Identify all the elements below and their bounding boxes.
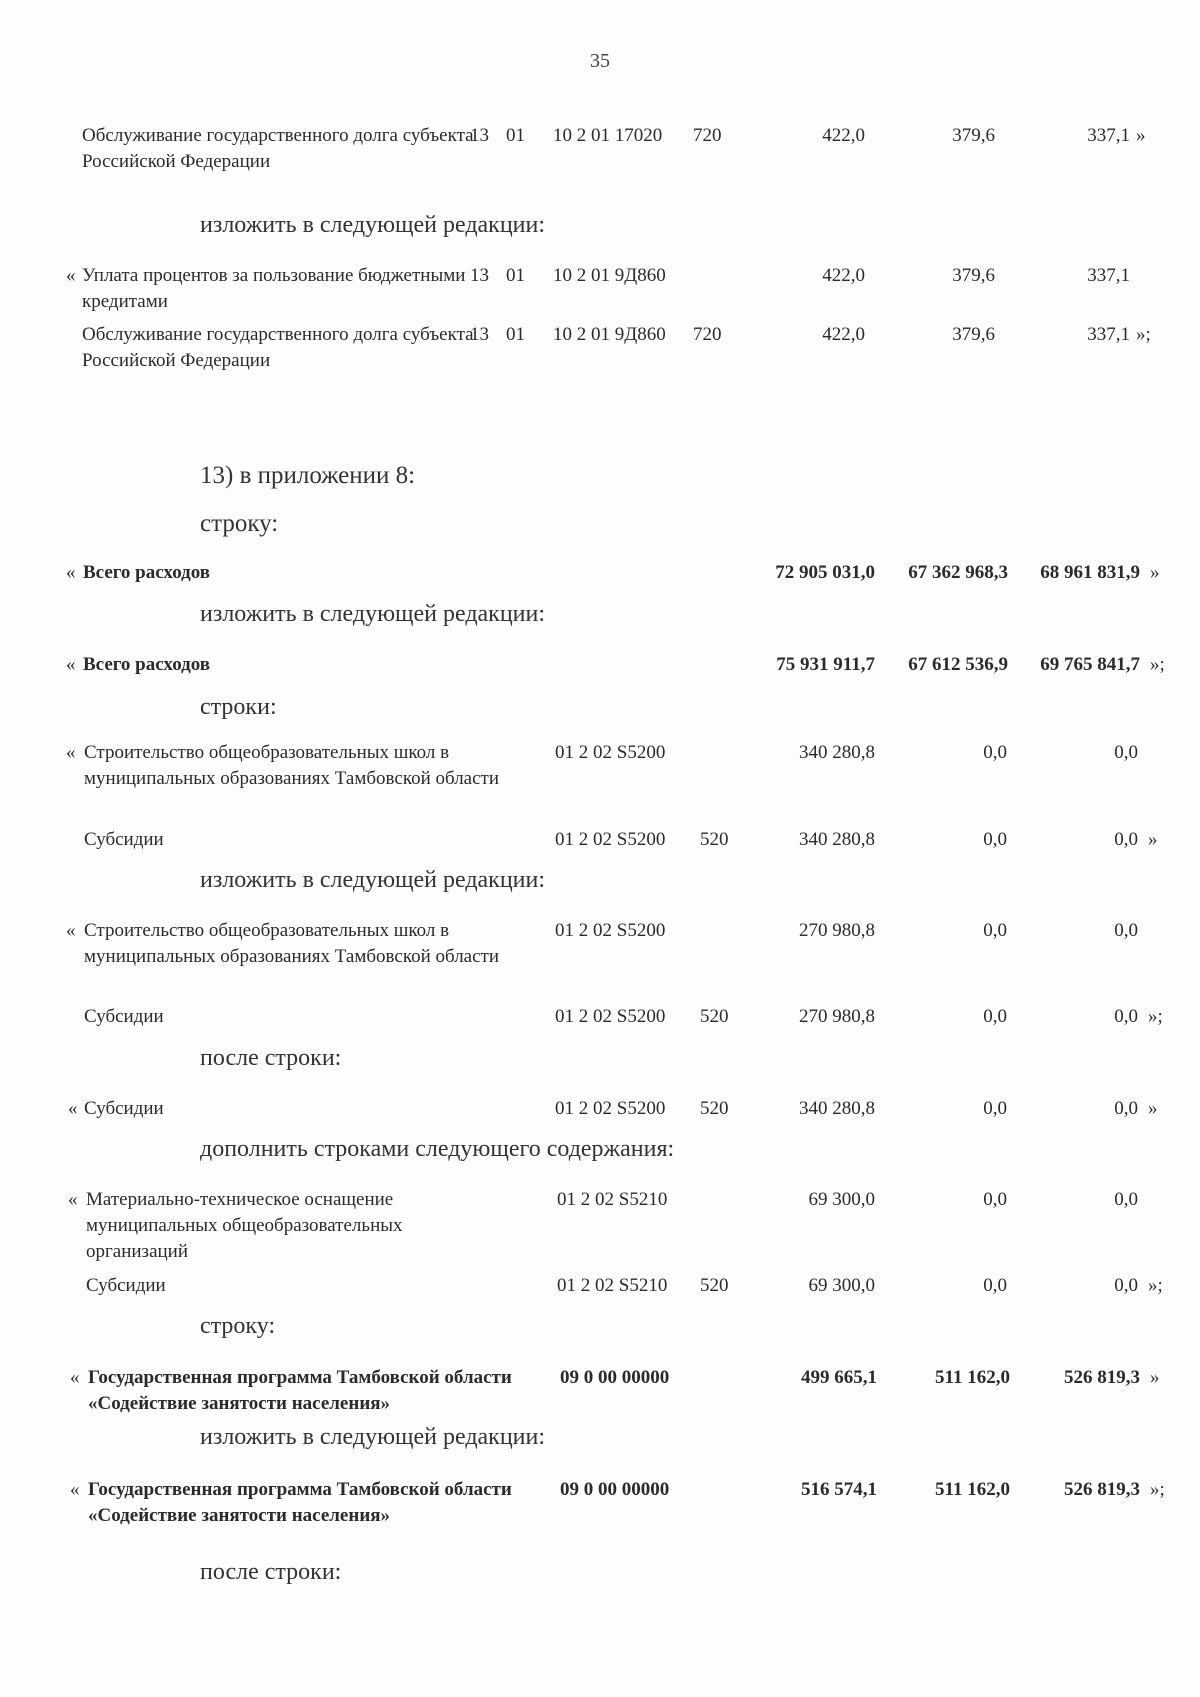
row-value-1: 422,0 [822, 324, 865, 345]
row-expense-type: 520 [700, 1275, 729, 1296]
row-expense-type: 720 [693, 324, 722, 345]
total-label: Всего расходов [83, 654, 211, 675]
row-value-3: 337,1 [1087, 265, 1130, 286]
row-value-2: 511 162,0 [935, 1367, 1010, 1388]
row-code: 01 2 02 S5200 [555, 1098, 666, 1119]
row-value-1: 270 980,8 [799, 1006, 875, 1027]
row-open-quote: « [70, 1479, 80, 1500]
row-code: 01 2 02 S5210 [557, 1189, 668, 1210]
row-code: 01 2 02 S5210 [557, 1275, 668, 1296]
row-value-2: 0,0 [983, 829, 1007, 850]
row-description: Строительство общеобразовательных школ в муниципальных образованиях Тамбовской области [84, 920, 500, 967]
row-open-quote: « [70, 1367, 80, 1388]
row-value-3: 0,0 [1114, 742, 1138, 763]
row-value-3: 0,0 [1114, 1275, 1138, 1296]
row-value-1: 270 980,8 [799, 920, 875, 941]
row-value-3: 337,1 [1087, 125, 1130, 146]
row-description: Субсидии [86, 1275, 166, 1296]
row-value-3: 0,0 [1114, 1098, 1138, 1119]
row-code: 01 2 02 S5200 [555, 829, 666, 850]
row-value-3: 0,0 [1114, 829, 1138, 850]
row-value-1: 422,0 [822, 125, 865, 146]
total-value-3: 69 765 841,7 [1040, 654, 1140, 675]
row-description: Государственная программа Тамбовской области «Содействие занятости населения» [88, 1367, 512, 1414]
row-end-quote: »; [1136, 324, 1151, 345]
row-code: 10 2 01 9Д860 [553, 265, 666, 286]
row-subsection: 01 [506, 125, 525, 146]
row-value-2: 0,0 [983, 1189, 1007, 1210]
row-value-2: 0,0 [983, 1275, 1007, 1296]
total-value-1: 75 931 911,7 [776, 654, 875, 675]
row-subsection: 01 [506, 324, 525, 345]
row-open-quote: « [68, 1098, 78, 1119]
row-value-3: 0,0 [1114, 1189, 1138, 1210]
instruction-text: изложить в следующей редакции: [200, 601, 546, 627]
instruction-text: после строки: [200, 1559, 342, 1585]
row-value-2: 0,0 [983, 742, 1007, 763]
row-open-quote: « [66, 742, 76, 763]
row-end-quote: »; [1148, 1275, 1163, 1296]
total-value-3: 68 961 831,9 [1040, 562, 1140, 583]
row-description: Субсидии [84, 1006, 164, 1027]
row-description: Материально-техническое оснащение муниципальных общеобразовательных организаций [86, 1189, 403, 1262]
row-value-3: 526 819,3 [1064, 1367, 1140, 1388]
row-section: 13 [470, 125, 489, 146]
row-value-2: 379,6 [952, 324, 995, 345]
row-value-1: 69 300,0 [808, 1275, 875, 1296]
row-end-quote: » [1150, 562, 1160, 583]
row-end-quote: »; [1150, 654, 1165, 675]
row-end-quote: » [1148, 829, 1158, 850]
section-heading: 13) в приложении 8: [200, 462, 416, 489]
row-value-2: 0,0 [983, 1098, 1007, 1119]
row-value-1: 340 280,8 [799, 1098, 875, 1119]
row-code: 01 2 02 S5200 [555, 1006, 666, 1027]
row-end-quote: »; [1150, 1479, 1165, 1500]
row-description: Обслуживание государственного долга субъекта Российской Федерации [82, 125, 474, 172]
row-code: 10 2 01 9Д860 [553, 324, 666, 345]
row-expense-type: 520 [700, 829, 729, 850]
total-value-2: 67 362 968,3 [908, 562, 1008, 583]
row-value-3: 337,1 [1087, 324, 1130, 345]
row-description: Субсидии [84, 829, 164, 850]
row-code: 10 2 01 17020 [553, 125, 663, 146]
total-value-1: 72 905 031,0 [775, 562, 875, 583]
row-expense-type: 720 [693, 125, 722, 146]
row-description: Обслуживание государственного долга субъекта Российской Федерации [82, 324, 474, 371]
row-value-3: 0,0 [1114, 1006, 1138, 1027]
row-value-2: 0,0 [983, 920, 1007, 941]
row-code: 01 2 02 S5200 [555, 920, 666, 941]
row-value-1: 340 280,8 [799, 742, 875, 763]
row-open-quote: « [66, 654, 76, 675]
row-subsection: 01 [506, 265, 525, 286]
row-open-quote: « [68, 1189, 78, 1210]
row-description: Уплата процентов за пользование бюджетными кредитами [82, 265, 466, 312]
row-value-2: 379,6 [952, 125, 995, 146]
row-end-quote: » [1148, 1098, 1158, 1119]
row-value-3: 526 819,3 [1064, 1479, 1140, 1500]
row-section: 13 [470, 265, 489, 286]
row-description: Строительство общеобразовательных школ в муниципальных образованиях Тамбовской области [84, 742, 500, 789]
row-value-2: 0,0 [983, 1006, 1007, 1027]
row-description: Государственная программа Тамбовской области «Содействие занятости населения» [88, 1479, 512, 1526]
instruction-text: изложить в следующей редакции: [200, 867, 546, 893]
row-value-3: 0,0 [1114, 920, 1138, 941]
row-open-quote: « [66, 562, 76, 583]
row-value-1: 499 665,1 [801, 1367, 877, 1388]
instruction-text: изложить в следующей редакции: [200, 1424, 546, 1450]
total-label: Всего расходов [83, 562, 211, 583]
row-expense-type: 520 [700, 1098, 729, 1119]
instruction-text: изложить в следующей редакции: [200, 212, 546, 238]
instruction-text: строки: [200, 694, 277, 720]
row-end-quote: »; [1148, 1006, 1163, 1027]
instruction-text: дополнить строками следующего содержания: [200, 1136, 675, 1162]
row-value-2: 379,6 [952, 265, 995, 286]
row-open-quote: « [66, 920, 76, 941]
row-code: 09 0 00 00000 [560, 1367, 670, 1388]
row-code: 09 0 00 00000 [560, 1479, 670, 1500]
row-end-quote: » [1136, 125, 1146, 146]
row-end-quote: » [1150, 1367, 1160, 1388]
instruction-text: после строки: [200, 1045, 342, 1071]
row-code: 01 2 02 S5200 [555, 742, 666, 763]
row-description: Субсидии [84, 1098, 164, 1119]
total-value-2: 67 612 536,9 [908, 654, 1008, 675]
row-value-1: 516 574,1 [801, 1479, 877, 1500]
instruction-text: строку: [200, 1313, 276, 1339]
row-value-2: 511 162,0 [935, 1479, 1010, 1500]
row-value-1: 422,0 [822, 265, 865, 286]
row-open-quote: « [66, 265, 76, 286]
row-expense-type: 520 [700, 1006, 729, 1027]
page-number: 35 [590, 50, 610, 72]
instruction-text: строку: [200, 510, 279, 537]
row-section: 13 [470, 324, 489, 345]
row-value-1: 340 280,8 [799, 829, 875, 850]
row-value-1: 69 300,0 [808, 1189, 875, 1210]
